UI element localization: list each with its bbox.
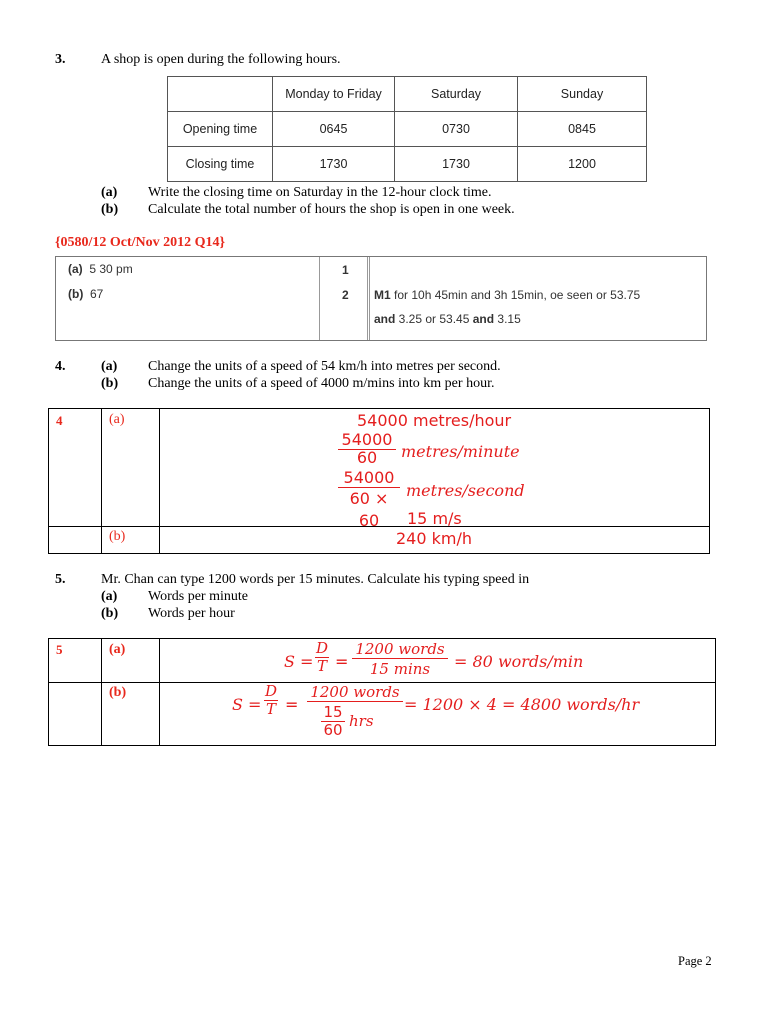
markscheme-box	[55, 256, 707, 341]
answer-box-q5	[48, 638, 716, 746]
markscheme-note-line1	[374, 288, 640, 302]
divider	[367, 257, 368, 340]
fraction-numerator: 1200 words	[355, 640, 445, 658]
part-label: (a)	[101, 185, 118, 200]
note-and: and	[374, 312, 396, 326]
note-text: 3.25 or 53.45	[395, 312, 473, 326]
fraction-denominator: T	[316, 657, 327, 675]
fraction-d-over-t	[315, 640, 329, 675]
table-cell: 0730	[395, 112, 518, 147]
divider	[369, 257, 370, 340]
fraction-numerator: 54000	[341, 430, 393, 449]
fraction-denominator: T	[265, 700, 276, 718]
page-number: Page 2	[678, 954, 712, 968]
part-text: Calculate the total number of hours the shop is open in one week.	[148, 202, 515, 217]
markscheme-answer-a	[68, 262, 133, 276]
part-text: Change the units of a speed of 4000 m/mins into km per hour.	[148, 376, 495, 391]
markscheme-marks-b: 2	[342, 288, 349, 302]
table-row	[168, 147, 647, 182]
fraction-metres-per-minute	[338, 430, 396, 466]
unit-label: hrs	[349, 712, 374, 730]
table-header-row	[168, 77, 647, 112]
fraction-fifteen-sixtieths	[321, 704, 345, 739]
table-cell: 1730	[273, 147, 395, 182]
fraction-numerator: 1200 words	[310, 683, 400, 701]
question-3-part-a	[101, 185, 492, 201]
fraction-numerator: D	[315, 639, 329, 657]
divider	[159, 409, 160, 553]
table-row	[168, 112, 647, 147]
markscheme-answer-text: 5 30 pm	[89, 262, 133, 276]
fraction-denominator: 60	[356, 448, 378, 467]
table-cell: Closing time	[168, 147, 273, 182]
note-text: for 10h 45min and 3h 15min, oe seen or 53.75	[390, 288, 641, 302]
fraction-denominator: 60 × 60	[349, 489, 389, 530]
equals-sign: =	[335, 652, 349, 671]
fraction-words-over-hours	[307, 683, 403, 746]
table-header-cell	[168, 77, 273, 112]
speed-symbol: S =	[284, 652, 314, 671]
divider	[159, 639, 160, 745]
part-label: (a)	[101, 589, 118, 604]
answer-part-label: (b)	[109, 685, 127, 700]
unit-label: metres/minute	[401, 442, 520, 461]
markscheme-label: (b)	[68, 287, 84, 301]
fraction-denominator: 60	[323, 721, 343, 739]
divider	[101, 639, 102, 745]
fraction-numerator: D	[264, 682, 278, 700]
table-cell: 1730	[395, 147, 518, 182]
note-text: 3.15	[494, 312, 521, 326]
divider	[101, 409, 102, 553]
fraction-d-over-t	[264, 683, 278, 718]
question-4-part-a	[101, 359, 501, 375]
question-4-number: 4.	[55, 359, 66, 374]
fraction-numerator: 15	[323, 703, 343, 721]
part-label: (b)	[101, 202, 119, 217]
markscheme-marks-a: 1	[342, 263, 349, 277]
table-header-cell: Sunday	[518, 77, 647, 112]
part-label: (a)	[101, 359, 118, 374]
question-5-part-b	[101, 606, 235, 622]
answer-question-number: 4	[56, 413, 63, 428]
speed-symbol: S =	[232, 695, 262, 714]
fraction-denominator: 15 mins	[369, 660, 431, 678]
question-3-part-b	[101, 202, 515, 218]
fraction-words-over-mins	[352, 640, 448, 679]
markscheme-label: (a)	[68, 262, 83, 276]
question-3-number: 3.	[55, 52, 66, 67]
note-and: and	[472, 312, 495, 326]
answer-question-number: 5	[56, 642, 63, 657]
answer-part-label: (a)	[109, 412, 125, 427]
answer-line-metres-per-hour: 54000 metres/hour	[357, 411, 512, 430]
table-cell: 0645	[273, 112, 395, 147]
fraction-numerator: 54000	[343, 468, 395, 487]
markscheme-note-line2	[374, 312, 521, 326]
markscheme-answer-text: 67	[90, 287, 104, 301]
markscheme-answer-b	[68, 287, 103, 301]
table-cell: Opening time	[168, 112, 273, 147]
opening-hours-table	[167, 76, 647, 182]
part-label: (b)	[101, 376, 119, 391]
part-text: Words per hour	[148, 606, 235, 621]
answer-part-label: (b)	[109, 529, 126, 544]
answer-result-a: 15 m/s	[407, 509, 462, 528]
table-header-cell: Saturday	[395, 77, 518, 112]
part-text: Change the units of a speed of 54 km/h into metres per second.	[148, 359, 501, 374]
answer-box-q4	[48, 408, 710, 554]
table-cell: 0845	[518, 112, 647, 147]
method-mark: M1	[374, 288, 391, 302]
question-5-text: Mr. Chan can type 1200 words per 15 minutes. Calculate his typing speed in	[101, 572, 530, 587]
nested-fraction-container	[307, 702, 403, 746]
part-text: Words per minute	[148, 589, 248, 604]
equals-sign: =	[285, 695, 299, 714]
question-4-part-b	[101, 376, 494, 392]
part-label: (b)	[101, 606, 119, 621]
answer-result-a: = 80 words/min	[454, 652, 584, 671]
answer-result-b: = 1200 × 4 = 4800 words/hr	[404, 695, 640, 714]
answer-result-b: 240 km/h	[396, 529, 473, 548]
question-3-text: A shop is open during the following hours.	[101, 52, 341, 67]
answer-part-label: (a)	[109, 642, 126, 657]
part-text: Write the closing time on Saturday in the 12-hour clock time.	[148, 185, 492, 200]
source-reference: {0580/12 Oct/Nov 2012 Q14}	[55, 235, 226, 250]
table-header-cell: Monday to Friday	[273, 77, 395, 112]
divider	[319, 257, 320, 340]
question-5-part-a	[101, 589, 248, 605]
question-5-number: 5.	[55, 572, 66, 587]
unit-label: metres/second	[406, 481, 525, 500]
table-cell: 1200	[518, 147, 647, 182]
fraction-metres-per-second	[338, 468, 400, 532]
